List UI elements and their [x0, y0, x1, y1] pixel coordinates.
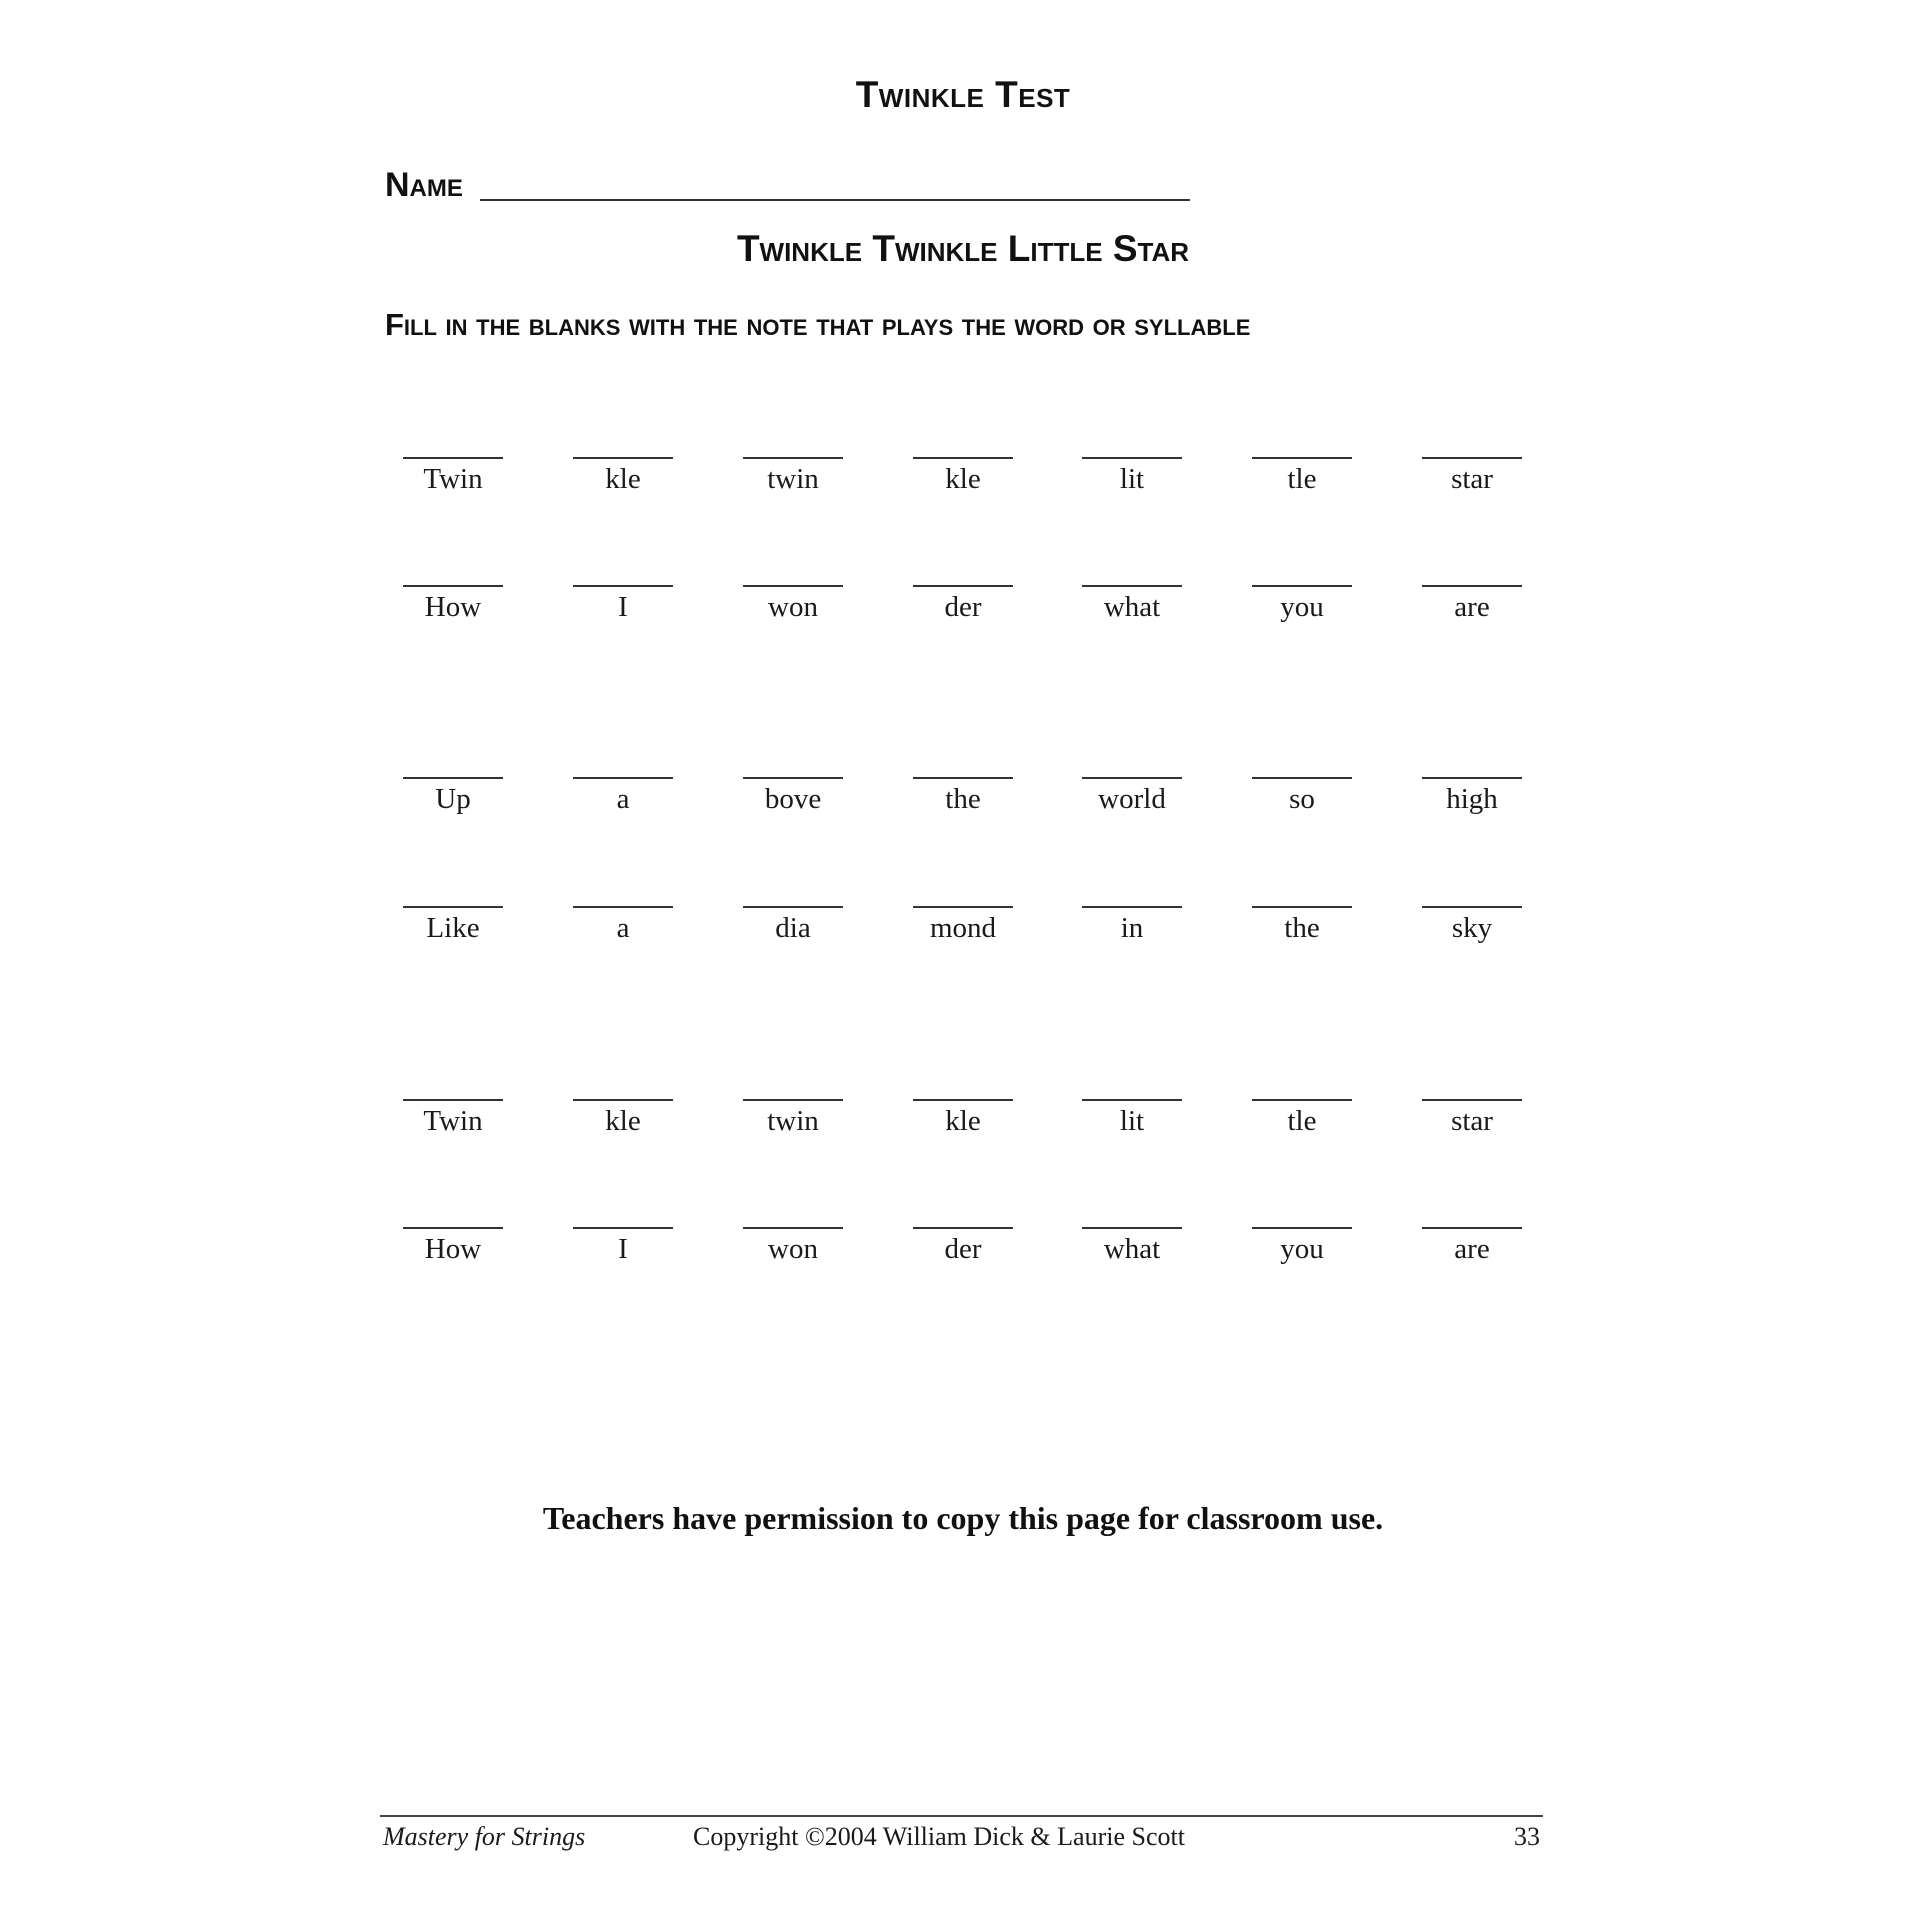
lyric-row — [0, 1099, 1920, 1169]
syllable-label: kle — [945, 1105, 981, 1137]
note-blank[interactable] — [403, 585, 503, 587]
syllable-label: Twin — [423, 463, 483, 495]
syllable-label: dia — [775, 912, 811, 944]
note-blank[interactable] — [573, 1227, 673, 1229]
page-title: Twinkle Test — [855, 74, 1071, 115]
syllable-label: How — [424, 591, 482, 623]
syllable-label: bove — [764, 783, 822, 815]
note-blank[interactable] — [743, 1099, 843, 1101]
note-blank[interactable] — [1422, 457, 1522, 459]
footer-copyright: Copyright ©2004 William Dick & Laurie Scott — [693, 1822, 1185, 1851]
syllable-label: the — [1284, 912, 1320, 944]
lyric-row — [0, 585, 1920, 655]
note-blank[interactable] — [403, 906, 503, 908]
note-blank[interactable] — [573, 457, 673, 459]
note-blank[interactable] — [403, 1099, 503, 1101]
syllable-label: kle — [605, 463, 641, 495]
note-blank[interactable] — [403, 1227, 503, 1229]
syllable-label: are — [1454, 591, 1490, 623]
syllable-label: so — [1289, 783, 1315, 815]
permission-note: Teachers have permission to copy this page for classroom use. — [542, 1500, 1384, 1536]
note-blank[interactable] — [1252, 777, 1352, 779]
note-blank[interactable] — [913, 1227, 1013, 1229]
note-blank[interactable] — [743, 906, 843, 908]
syllable-label: kle — [605, 1105, 641, 1137]
note-blank[interactable] — [1082, 1227, 1182, 1229]
lyric-row — [0, 777, 1920, 847]
note-blank[interactable] — [743, 457, 843, 459]
instruction-text: Fill in the blanks with the note that plays the word or syllable — [385, 307, 1251, 342]
note-blank[interactable] — [1252, 1227, 1352, 1229]
note-blank[interactable] — [1252, 906, 1352, 908]
syllable-label: a — [616, 783, 630, 815]
note-blank[interactable] — [1082, 585, 1182, 587]
syllable-label: Up — [435, 783, 471, 815]
syllable-label: lit — [1119, 463, 1145, 495]
syllable-label: Like — [426, 912, 480, 944]
note-blank[interactable] — [1082, 457, 1182, 459]
syllable-label: the — [945, 783, 981, 815]
note-blank[interactable] — [1422, 906, 1522, 908]
note-blank[interactable] — [1082, 777, 1182, 779]
footer-book-title: Mastery for Strings — [383, 1822, 586, 1851]
syllable-label: mond — [929, 912, 997, 944]
note-blank[interactable] — [913, 777, 1013, 779]
syllable-label: kle — [945, 463, 981, 495]
syllable-label: der — [944, 591, 982, 623]
syllable-label: you — [1280, 1233, 1324, 1265]
note-blank[interactable] — [1082, 906, 1182, 908]
lyric-row — [0, 906, 1920, 976]
note-blank[interactable] — [913, 906, 1013, 908]
note-blank[interactable] — [1422, 1099, 1522, 1101]
syllable-label: star — [1451, 1105, 1493, 1137]
syllable-label: How — [424, 1233, 482, 1265]
song-title: Twinkle Twinkle Little Star — [736, 228, 1190, 269]
syllable-label: tle — [1287, 463, 1317, 495]
note-blank[interactable] — [573, 585, 673, 587]
note-blank[interactable] — [1422, 1227, 1522, 1229]
note-blank[interactable] — [913, 457, 1013, 459]
note-blank[interactable] — [1422, 585, 1522, 587]
syllable-label: twin — [767, 463, 819, 495]
note-blank[interactable] — [1082, 1099, 1182, 1101]
syllable-label: sky — [1451, 912, 1493, 944]
name-blank-line[interactable] — [480, 199, 1190, 201]
note-blank[interactable] — [743, 585, 843, 587]
lyric-row — [0, 1227, 1920, 1297]
note-blank[interactable] — [573, 906, 673, 908]
footer-divider — [380, 1815, 1543, 1817]
note-blank[interactable] — [403, 777, 503, 779]
note-blank[interactable] — [913, 585, 1013, 587]
syllable-label: are — [1454, 1233, 1490, 1265]
note-blank[interactable] — [403, 457, 503, 459]
syllable-label: won — [768, 1233, 818, 1265]
syllable-label: you — [1280, 591, 1324, 623]
note-blank[interactable] — [1252, 457, 1352, 459]
page-number: 33 — [1514, 1822, 1540, 1851]
note-blank[interactable] — [1422, 777, 1522, 779]
lyric-row — [0, 457, 1920, 527]
syllable-label: tle — [1287, 1105, 1317, 1137]
name-label: Name — [385, 166, 463, 204]
note-blank[interactable] — [1252, 1099, 1352, 1101]
syllable-label: won — [768, 591, 818, 623]
syllable-label: Twin — [423, 1105, 483, 1137]
syllable-label: twin — [767, 1105, 819, 1137]
note-blank[interactable] — [743, 1227, 843, 1229]
note-blank[interactable] — [573, 1099, 673, 1101]
note-blank[interactable] — [743, 777, 843, 779]
syllable-label: world — [1098, 783, 1166, 815]
syllable-label: what — [1103, 591, 1161, 623]
syllable-label: I — [618, 591, 628, 623]
syllable-label: what — [1103, 1233, 1161, 1265]
note-blank[interactable] — [573, 777, 673, 779]
syllable-label: star — [1451, 463, 1493, 495]
syllable-label: a — [616, 912, 630, 944]
note-blank[interactable] — [1252, 585, 1352, 587]
syllable-label: in — [1120, 912, 1144, 944]
syllable-label: I — [618, 1233, 628, 1265]
syllable-label: der — [944, 1233, 982, 1265]
syllable-label: lit — [1119, 1105, 1145, 1137]
syllable-label: high — [1446, 783, 1498, 815]
note-blank[interactable] — [913, 1099, 1013, 1101]
